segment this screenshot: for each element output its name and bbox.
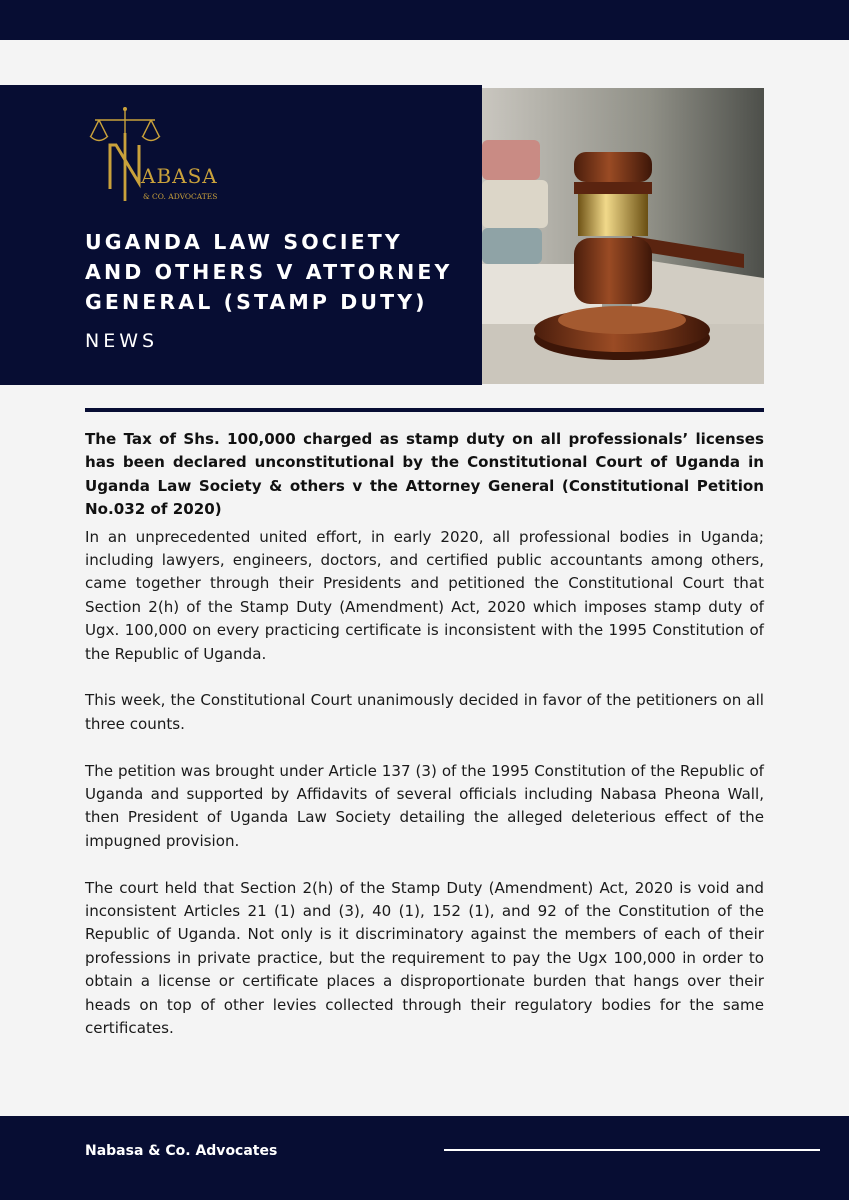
article-body: [85, 428, 764, 1041]
body-paragraph: The petition was brought under Article 137 (3) of the 1995 Constitution of the Republic of Uganda and supported by Affidavits of several officials including Nabasa Pheona Wall, then President of Uganda Law Society detailing the alleged deleterious effect of the impugned provision.: [85, 761, 764, 850]
body-paragraph: In an unprecedented united effort, in early 2020, all professional bodies in Uganda; including lawyers, engineers, doctors, and certified public accountants among others, came together through their Presidents and petitioned the Constitutional Court that Section 2(h) of the Stamp Duty (Amendment) Act, 2020 which imposes stamp duty of Ugx. 100,000 on every practicing certificate is inconsistent with the 1995 Constitution of the Republic of Uganda.: [85, 527, 764, 663]
footer-firm-name: Nabasa & Co. Advocates: [85, 1143, 278, 1159]
firm-logo: [85, 103, 235, 203]
logo-subtext: & CO. ADVOCATES: [143, 192, 218, 201]
body-paragraph: This week, the Constitutional Court unanimously decided in favor of the petitioners on all three counts.: [85, 691, 764, 733]
title-line: GENERAL (STAMP DUTY): [85, 290, 428, 314]
category-label: NEWS: [85, 330, 159, 352]
section-divider: [85, 408, 764, 412]
top-bar: [0, 0, 849, 40]
lead-paragraph: The Tax of Shs. 100,000 charged as stamp duty on all professionals’ licenses has been declared unconstitutional by the Constitutional Court of Uganda in Uganda Law Society & others v the Attorney General (Constitutional Petition No.032 of 2020): [85, 430, 764, 519]
title-line: AND OTHERS V ATTORNEY: [85, 260, 453, 284]
logo-text: ABASA: [141, 164, 218, 188]
footer-divider: [444, 1149, 820, 1151]
footer: [0, 1116, 849, 1200]
article-title: [85, 227, 475, 317]
gavel-photo: [482, 88, 764, 384]
hero-panel: [0, 85, 482, 385]
body-paragraph: The court held that Section 2(h) of the Stamp Duty (Amendment) Act, 2020 is void and inconsistent Articles 21 (1) and (3), 40 (1), 152 (1), and 92 of the Constitution of the Republic of Uganda. Not only is it discriminatory against the members of each of their professions in private practice, but the requirement to pay the Ugx 100,000 in order to obtain a license or certificate places a disproportionate burden that hangs over their heads on top of other levies collected through their regulatory bodies for the same certificates.: [85, 878, 764, 1038]
title-line: UGANDA LAW SOCIETY: [85, 230, 403, 254]
